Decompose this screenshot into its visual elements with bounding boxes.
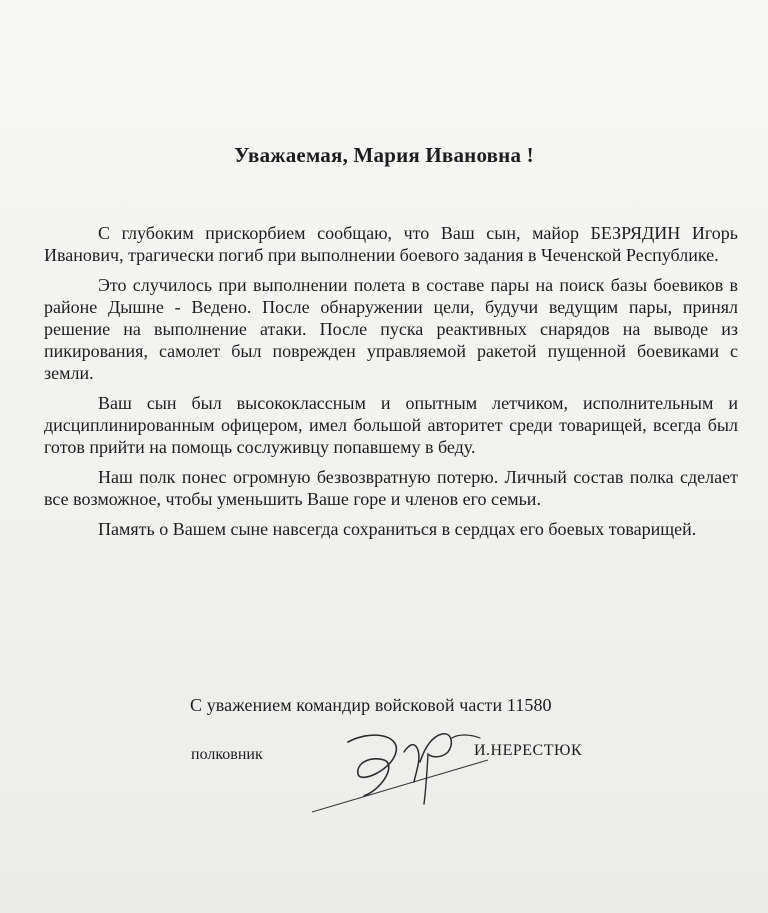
letter-greeting: Уважаемая, Мария Ивановна ! [234,143,534,167]
signer-name: И.НЕРЕСТЮК [474,742,583,759]
letter-paragraph: Ваш сын был высококлассным и опытным летчиком, исполнительным и дисциплинированным офицером, имел большой авторитет среди товарищей, всегда был готов прийти на помощь сослуживцу попавшему в беду. [44,393,738,457]
handwritten-signature [300,712,520,822]
letter-paragraph: Память о Вашем сыне навсегда сохраниться в сердцах его боевых товарищей. [98,519,697,539]
letter-paragraph: С глубоким прискорбием сообщаю, что Ваш сын, майор БЕЗРЯДИН Игорь Иванович, трагически погиб при выполнении боевого задания в Чеченской Республике. [44,223,738,265]
letter-closing: С уважением командир войсковой части 11580 [190,695,552,715]
letter-body [44,222,738,540]
letter-paragraph: Это случилось при выполнении полета в составе пары на поиск базы боевиков в районе Дышне - Ведено. После обнаружении цели, будучи ведущим пары, принял решение на выполнение атаки. После пуска реактивных снарядов на выводе из пикирования, самолет был поврежден управляемой ракетой пущенной боевиками с земли. [44,275,738,383]
letter-paragraph: Наш полк понес огромную безвозвратную потерю. Личный состав полка сделает все возможное, чтобы уменьшить Ваше горе и членов его семьи. [44,467,738,509]
signer-rank: полковник [191,746,263,763]
